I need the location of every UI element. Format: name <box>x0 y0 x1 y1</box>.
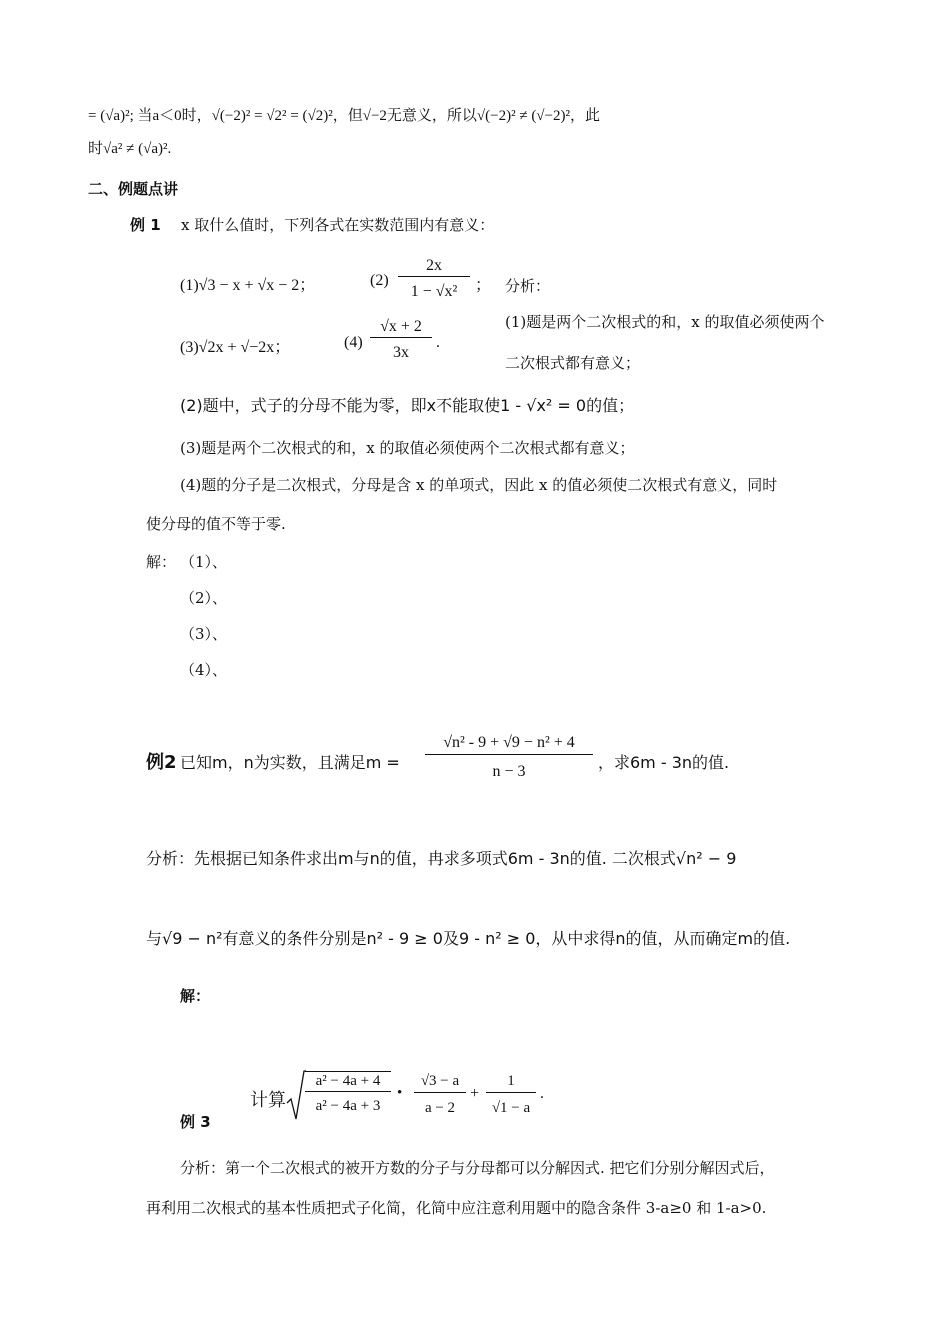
example1-label: 例 1 <box>130 216 161 234</box>
example3-dot: • <box>397 1085 403 1101</box>
example1-solution-2: （2）、 <box>180 589 228 607</box>
example3-analysis-b: 再利用二次根式的基本性质把式子化简，化简中应注意利用题中的隐含条件 3-a≥0 和 1-a>0. <box>146 1199 767 1217</box>
example2-analysis-a: 分析：先根据已知条件求出m与n的值，冉求多项式6m - 3n的值. 二次根式√n² − 9 <box>146 849 737 868</box>
section-title: 二、例题点讲 <box>88 180 179 198</box>
example1-item-4-denominator: 3x <box>393 344 409 361</box>
example2-denominator: n − 3 <box>492 763 526 780</box>
example1-analysis-4b: 使分母的值不等于零. <box>146 515 286 533</box>
example2-question-suffix: ，求6m - 3n的值. <box>598 753 730 772</box>
example1-item-1: (1)√3 − x + √x − 2； <box>180 277 316 294</box>
example1-analysis-2: (2)题中，式子的分母不能为零，即x不能取使1 - √x² = 0的值； <box>180 396 635 415</box>
example1-question: x 取什么值时，下列各式在实数范围内有意义： <box>181 216 495 234</box>
example1-analysis-1b: 二次根式都有意义； <box>505 354 641 372</box>
example1-item-2-denominator: 1 − √x² <box>410 283 458 300</box>
example1-item-2-prefix: (2) <box>370 272 389 289</box>
example2-analysis-b: 与√9 − n²有意义的条件分别是n² - 9 ≥ 0及9 - n² ≥ 0，从中求得n的值，从而确定m的值. <box>146 929 791 948</box>
example2-solution-label: 解： <box>180 987 211 1005</box>
example1-analysis-4a: (4)题的分子是二次根式，分母是含 x 的单项式，因此 x 的值必须使二次根式有意义，同时 <box>180 476 778 494</box>
example3-radicand-denominator: a² − 4a + 3 <box>315 1098 381 1114</box>
example3-end: . <box>540 1085 544 1102</box>
example1-item-2-numerator: 2x <box>398 257 470 277</box>
example1-item-4-numerator: √x + 2 <box>370 318 432 338</box>
example2-numerator: √n² - 9 + √9 − n² + 4 <box>425 734 593 755</box>
example3-radicand-numerator: a² − 4a + 4 <box>305 1071 391 1092</box>
example1-analysis-title: 分析： <box>505 277 551 295</box>
example1-solution-3: （3）、 <box>180 625 228 643</box>
example3-fraction2-numerator: √3 − a <box>414 1073 466 1093</box>
example3-calc-prefix: 计算 <box>250 1090 286 1111</box>
example1-solution-4: （4）、 <box>180 661 228 679</box>
example1-analysis-3: (3)题是两个二次根式的和，x 的取值必须使两个二次根式都有意义； <box>180 439 635 457</box>
top-formula-line-2: 时√a² ≠ (√a)². <box>88 141 172 157</box>
top-formula-line-1: = (√a)²; 当a＜0时，√(−2)² = √2² = (√2)²，但√−2无意义，所以√(−2)² ≠ (√−2)²，此 <box>88 108 600 124</box>
example3-label: 例 3 <box>180 1113 211 1131</box>
example2-question-prefix: 已知m，n为实数，且满足m = <box>180 753 400 772</box>
example1-item-4-prefix: (4) <box>344 334 363 351</box>
example1-item-3: (3)√2x + √−2x； <box>180 339 291 356</box>
example3-fraction3-numerator: 1 <box>486 1073 536 1093</box>
radical-sign-icon <box>286 1069 306 1123</box>
example1-item-2-suffix: ； <box>475 277 492 294</box>
example1-analysis-1a: (1)题是两个二次根式的和，x 的取值必须使两个 <box>505 313 825 331</box>
example2-label: 例2 <box>146 752 177 773</box>
example3-fraction2-denominator: a − 2 <box>424 1100 456 1116</box>
example1-solution-label: 解： <box>146 553 177 571</box>
example1-item-4-suffix: . <box>436 334 440 351</box>
example3-analysis-a: 分析：第一个二次根式的被开方数的分子与分母都可以分解因式. 把它们分别分解因式后， <box>180 1159 775 1177</box>
example3-fraction3-denominator: √1 − a <box>491 1100 531 1116</box>
example1-solution-1: （1）、 <box>180 553 228 571</box>
example3-plus: + <box>470 1085 480 1102</box>
